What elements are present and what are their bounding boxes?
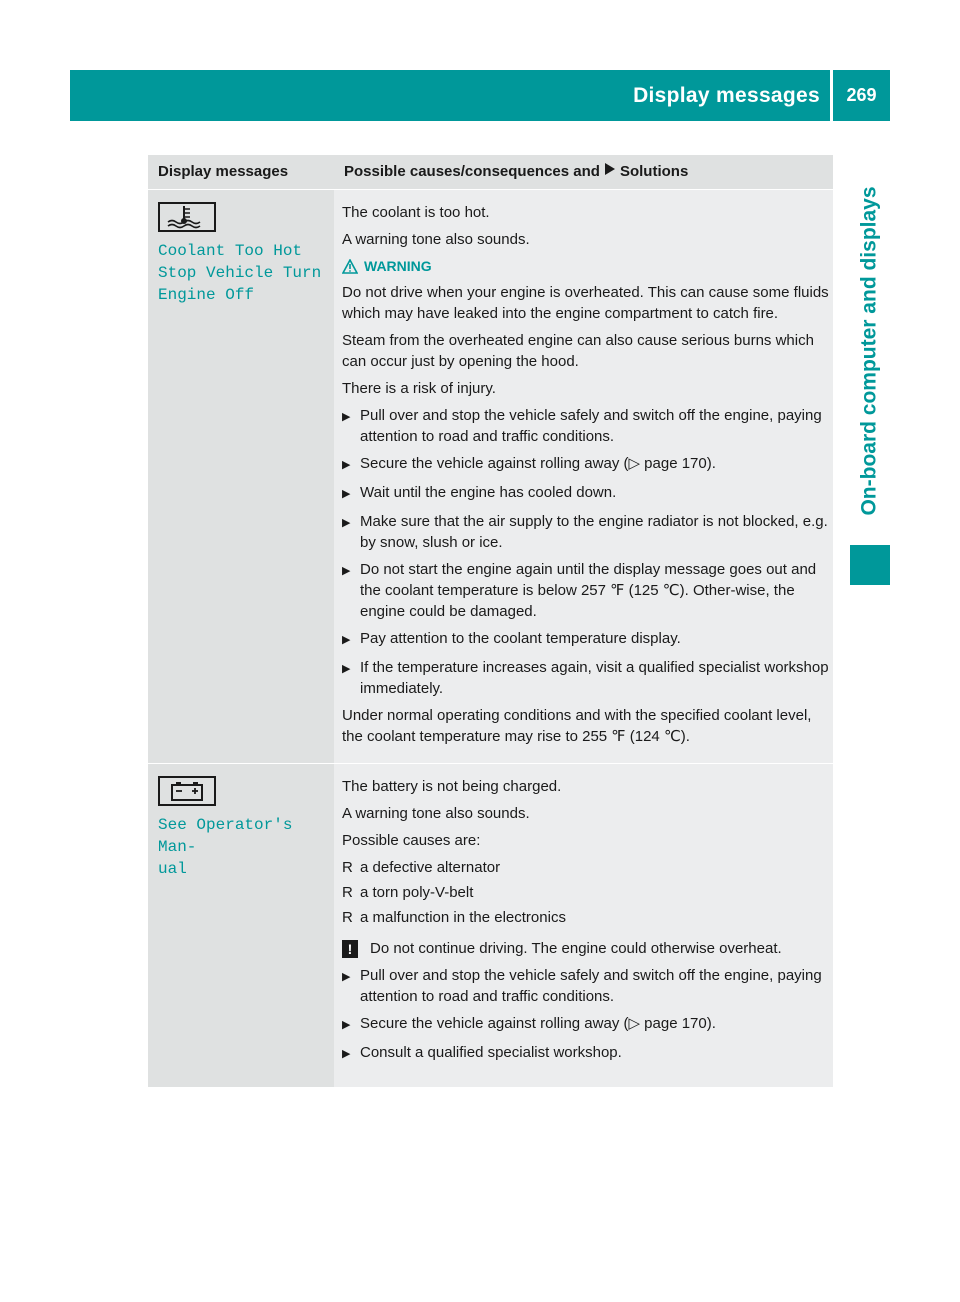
step-arrow-icon: ▶	[342, 634, 351, 646]
page-header	[70, 70, 890, 121]
list-item-text: a torn poly-V-belt	[360, 884, 474, 901]
step-arrow-icon: ▶	[342, 565, 351, 577]
column-header-display-messages: Display messages	[158, 163, 289, 180]
step-text: Consult a qualified specialist workshop.	[360, 1044, 622, 1061]
page-number: 269	[846, 85, 877, 105]
coolant-temperature-icon	[158, 202, 216, 232]
chapter-tab-marker	[850, 545, 890, 585]
warning-heading	[342, 256, 829, 277]
list-item	[342, 857, 829, 878]
instruction-step	[342, 965, 829, 1007]
column-header-causes	[334, 155, 688, 189]
chapter-tab	[850, 172, 890, 530]
play-arrow-icon	[604, 155, 616, 189]
cause-text: Under normal operating conditions and with the specified coolant level, the coolant temperature may rise to 255 ℉ (124 ℃).	[342, 707, 812, 745]
step-text: Wait until the engine has cooled down.	[360, 484, 617, 501]
column-header-causes-pre: Possible causes/consequences and	[344, 163, 600, 180]
list-item	[342, 907, 829, 928]
display-message-text: See Operator's Man‐ ual	[158, 816, 293, 878]
step-text: Secure the vehicle against rolling away (▷ page 170).	[360, 1015, 716, 1032]
section-title: Display messages	[633, 84, 820, 107]
causes-cell	[334, 764, 833, 1087]
cause-text: A warning tone also sounds.	[342, 231, 530, 248]
warning-text: Steam from the overheated engine can also cause serious burns which can occur just by opening the hood.	[342, 332, 814, 370]
warning-triangle-icon	[342, 259, 358, 274]
table-row	[148, 763, 833, 1087]
list-item	[342, 882, 829, 903]
instruction-step	[342, 453, 829, 476]
instruction-step	[342, 511, 829, 553]
step-text: Pull over and stop the vehicle safely and switch off the engine, paying attention to road and traffic conditions.	[360, 967, 822, 1005]
chapter-title: On-board computer and displays	[858, 186, 881, 516]
cause-text: The battery is not being charged.	[342, 778, 562, 795]
step-text: Pay attention to the coolant temperature display.	[360, 630, 681, 647]
warning-text: Do not drive when your engine is overheated. This can cause some fluids which may have leaked into the engine compartment to catch fire.	[342, 284, 829, 322]
step-arrow-icon: ▶	[342, 663, 351, 675]
step-arrow-icon: ▶	[342, 411, 351, 423]
instruction-step	[342, 482, 829, 505]
cause-text: A warning tone also sounds.	[342, 805, 530, 822]
instruction-step	[342, 405, 829, 447]
battery-icon	[158, 776, 216, 806]
display-messages-table	[148, 155, 833, 1087]
list-item-text: a defective alternator	[360, 859, 501, 876]
causes-cell	[334, 190, 833, 763]
exclamation-icon: !	[342, 940, 358, 958]
warning-text: There is a risk of injury.	[342, 380, 496, 397]
instruction-step	[342, 657, 829, 699]
instruction-step	[342, 628, 829, 651]
bullet-icon: R	[342, 859, 353, 876]
cause-text: The coolant is too hot.	[342, 204, 490, 221]
warning-label: WARNING	[364, 258, 432, 274]
table-row	[148, 189, 833, 763]
step-text: Secure the vehicle against rolling away (▷ page 170).	[360, 455, 716, 472]
step-text: If the temperature increases again, visit a qualified specialist workshop immediately.	[360, 659, 829, 697]
instruction-step	[342, 559, 829, 622]
list-item-text: a malfunction in the electronics	[360, 909, 566, 926]
instruction-step	[342, 1042, 829, 1065]
column-header-causes-post: Solutions	[619, 163, 689, 180]
step-arrow-icon: ▶	[342, 1019, 351, 1031]
message-cell	[148, 190, 334, 763]
cause-text: Possible causes are:	[342, 832, 481, 849]
step-arrow-icon: ▶	[342, 488, 351, 500]
notice	[342, 938, 829, 959]
instruction-step	[342, 1013, 829, 1036]
step-arrow-icon: ▶	[342, 1048, 351, 1060]
bullet-icon: R	[342, 884, 353, 901]
step-arrow-icon: ▶	[342, 517, 351, 529]
notice-text: Do not continue driving. The engine could otherwise overheat.	[370, 940, 782, 957]
bullet-icon: R	[342, 909, 353, 926]
step-text: Do not start the engine again until the display message goes out and the coolant temperature is below 257 ℉ (125 ℃). Other-wise, the engine could be damaged.	[360, 561, 817, 620]
step-arrow-icon: ▶	[342, 971, 351, 983]
display-message-text: Coolant Too Hot Stop Vehicle Turn Engine Off	[158, 242, 322, 304]
step-text: Make sure that the air supply to the engine radiator is not blocked, e.g. by snow, slush or ice.	[360, 513, 828, 551]
step-arrow-icon: ▶	[342, 459, 351, 471]
step-text: Pull over and stop the vehicle safely and switch off the engine, paying attention to road and traffic conditions.	[360, 407, 822, 445]
table-header	[148, 155, 833, 189]
message-cell	[148, 764, 334, 1087]
